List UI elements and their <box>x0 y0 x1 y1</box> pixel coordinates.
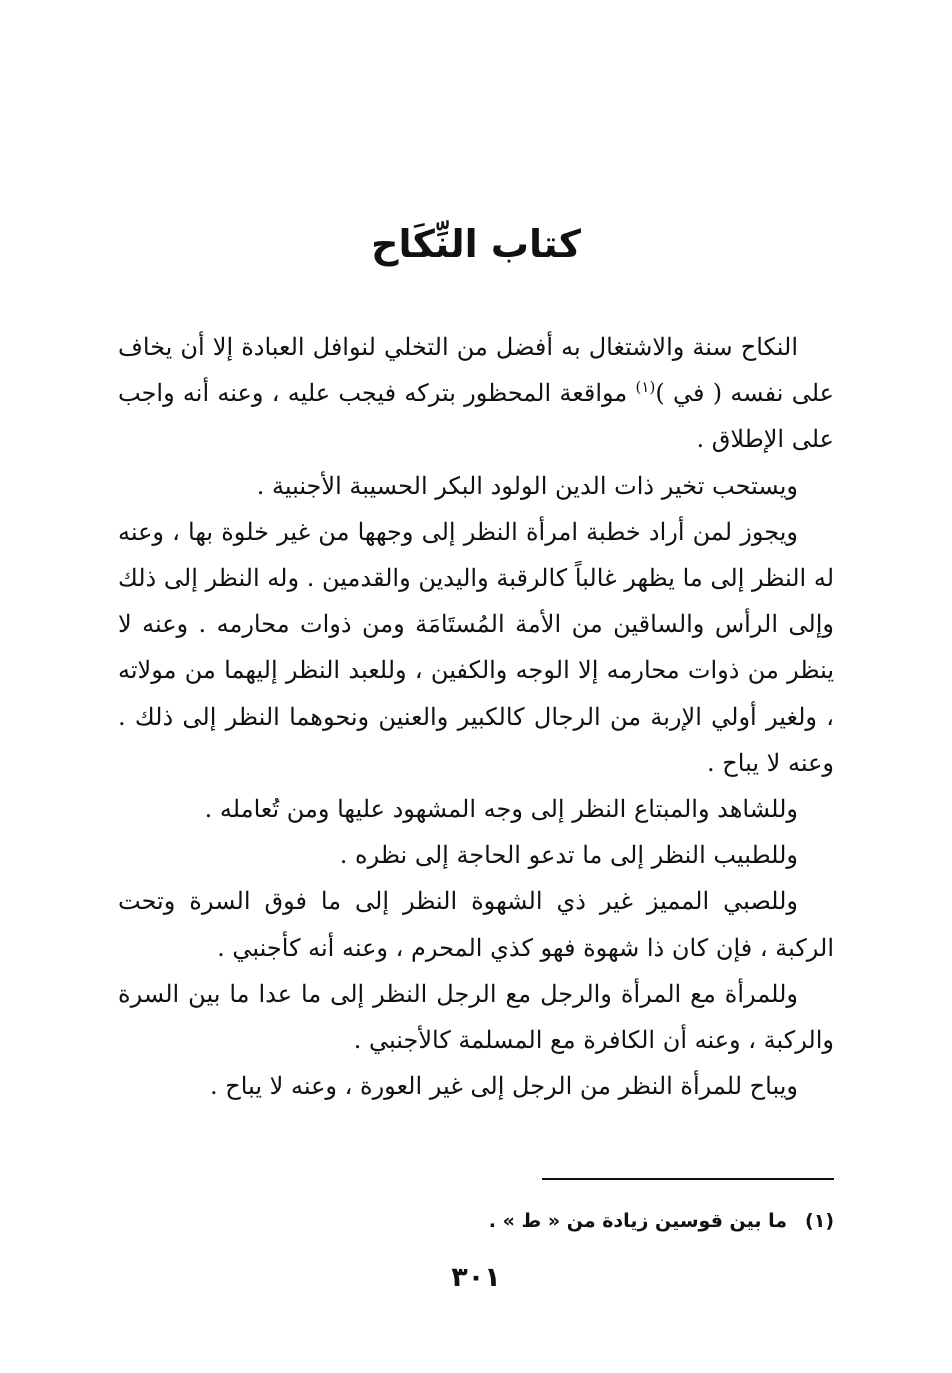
paragraph-text: النكاح سنة والاشتغال به أفضل من التخلي لنوافل العبادة إلا أن يخاف على نفسه ( في ) <box>118 333 834 408</box>
footnote <box>118 1210 834 1232</box>
page-number: ٣٠١ <box>451 1262 501 1293</box>
footnote-reference: (١) <box>635 378 656 397</box>
paragraph <box>118 324 834 463</box>
paragraph: وللمرأة مع المرأة والرجل مع الرجل النظر إلى ما عدا ما بين السرة والركبة ، وعنه أن الكافرة مع المسلمة كالأجنبي . <box>118 979 834 1055</box>
paragraph: ويباح للمرأة النظر من الرجل إلى غير العورة ، وعنه لا يباح . <box>210 1072 798 1101</box>
main-text <box>118 324 834 1109</box>
footnote-number: (١) <box>805 1210 834 1232</box>
paragraph-text: مواقعة المحظور بتركه فيجب عليه ، وعنه أنه واجب على الإطلاق . <box>118 379 834 454</box>
footnote-divider <box>542 1178 834 1180</box>
paragraph: ويجوز لمن أراد خطبة امرأة النظر إلى وجهها من غير خلوة بها ، وعنه له النظر إلى ما يظهر غالباً كالرقبة واليدين والقدمين . وله النظر إلى ذلك وإلى الرأس والساقين من الأمة المُستَامَة ومن ذوات محارمه . وعنه لا ينظر من ذوات محارمه إلا الوجه والكفين ، وللعبد النظر إليهما من مولاته ، ولغير أولي الإربة من الرجال كالكبير والعنين ونحوهما النظر إلى ذلك . وعنه لا يباح . <box>118 517 835 777</box>
chapter-title: كتاب النِّكَاح <box>371 222 581 266</box>
footnote-text: ما بين قوسين زيادة من « ط » . <box>488 1210 788 1232</box>
paragraph: وللشاهد والمبتاع النظر إلى وجه المشهود عليها ومن تُعامله . <box>204 795 798 824</box>
paragraph: وللصبي المميز غير ذي الشهوة النظر إلى ما فوق السرة وتحت الركبة ، فإن كان ذا شهوة فهو كذي المحرم ، وعنه أنه كأجنبي . <box>118 887 834 962</box>
paragraph: ويستحب تخير ذات الدين الولود البكر الحسيبة الأجنبية . <box>256 471 798 500</box>
paragraph: وللطبيب النظر إلى ما تدعو الحاجة إلى نظره . <box>339 841 798 870</box>
